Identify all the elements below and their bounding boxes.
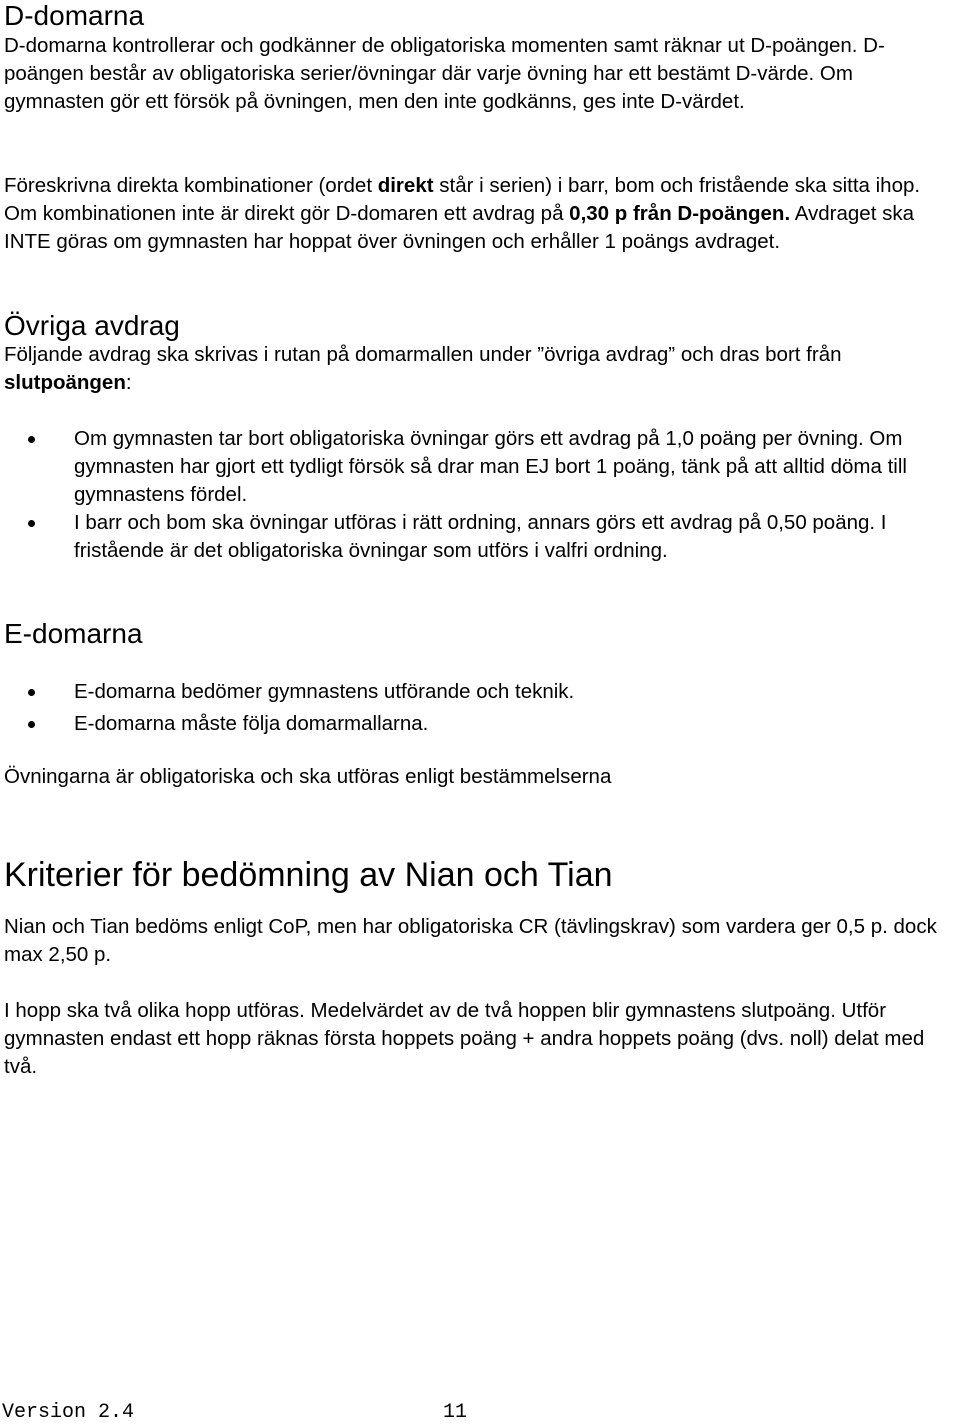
direkt-kombination-paragraph — [4, 172, 944, 256]
para-text: Föreskrivna direkta kombinationer (ordet — [4, 174, 378, 197]
e-domarna-list — [0, 678, 950, 738]
list-item — [0, 509, 950, 565]
list-item-text: Om gymnasten tar bort obligatoriska övningar görs ett avdrag på 1,0 poäng per övning. Om gymnasten har gjort ett tydligt försök så drar man EJ bort 1 poäng, tänk på att alltid döma till gymnastens fördel. — [74, 427, 907, 506]
ovriga-avdrag-intro — [4, 341, 934, 397]
para-text: står i serien) i barr, bom och fristående ska sitta ihop. Om kombinationen inte är direkt gör D-domaren ett avdrag på — [4, 174, 921, 225]
para-text: Följande avdrag ska skrivas i rutan på domarmallen under ”övriga avdrag” och dras bort från — [4, 343, 842, 366]
bullet-icon — [28, 520, 35, 527]
ovriga-avdrag-list — [0, 425, 950, 565]
list-item — [0, 710, 950, 738]
para-text: : — [125, 371, 132, 394]
list-item — [0, 425, 950, 509]
ovningar-note: Övningarna är obligatoriska och ska utföras enligt bestämmelserna — [4, 765, 612, 788]
bullet-icon — [28, 689, 35, 696]
d-domarna-paragraph: D-domarna kontrollerar och godkänner de obligatoriska momenten samt räknar ut D-poängen. D-poängen består av obligatoriska serier/övningar där varje övning har ett bestämt D-värde. Om gymnasten gör ett försök på övningen, men den inte godkänns, ges inte D-värdet. — [4, 34, 885, 113]
bold-direkt: direkt — [377, 174, 434, 197]
d-domarna-heading: D-domarna — [4, 0, 145, 31]
ovriga-avdrag-heading: Övriga avdrag — [4, 310, 180, 341]
list-item-text: E-domarna måste följa domarmallarna. — [74, 712, 429, 735]
e-domarna-heading: E-domarna — [4, 618, 143, 649]
bold-slutpoangen: slutpoängen — [4, 371, 126, 394]
footer-version: Version 2.4 — [2, 1401, 135, 1424]
bold-deduction: 0,30 p från D-poängen. — [569, 202, 791, 225]
list-item-text: I barr och bom ska övningar utföras i rätt ordning, annars görs ett avdrag på 0,50 poäng. I fristående är det obligatoriska övningar som utförs i valfri ordning. — [74, 511, 887, 562]
bullet-icon — [28, 436, 35, 443]
kriterier-paragraph-2: I hopp ska två olika hopp utföras. Medelvärdet av de två hoppen blir gymnastens slutpoäng. Utför gymnasten endast ett hopp räknas första hoppets poäng + andra hoppets poäng (dvs. noll) delat med två. — [4, 999, 925, 1078]
para-text: Avdraget ska INTE göras om gymnasten har hoppat över övningen och erhåller 1 poängs avdraget. — [4, 202, 914, 253]
kriterier-paragraph-1: Nian och Tian bedöms enligt CoP, men har obligatoriska CR (tävlingskrav) som vardera ger 0,5 p. dock max 2,50 p. — [4, 915, 937, 966]
list-item-text: E-domarna bedömer gymnastens utförande och teknik. — [74, 680, 575, 703]
kriterier-heading: Kriterier för bedömning av Nian och Tian — [4, 856, 613, 894]
bullet-icon — [28, 721, 35, 728]
list-item — [0, 678, 950, 706]
footer-page-number: 11 — [443, 1401, 468, 1424]
